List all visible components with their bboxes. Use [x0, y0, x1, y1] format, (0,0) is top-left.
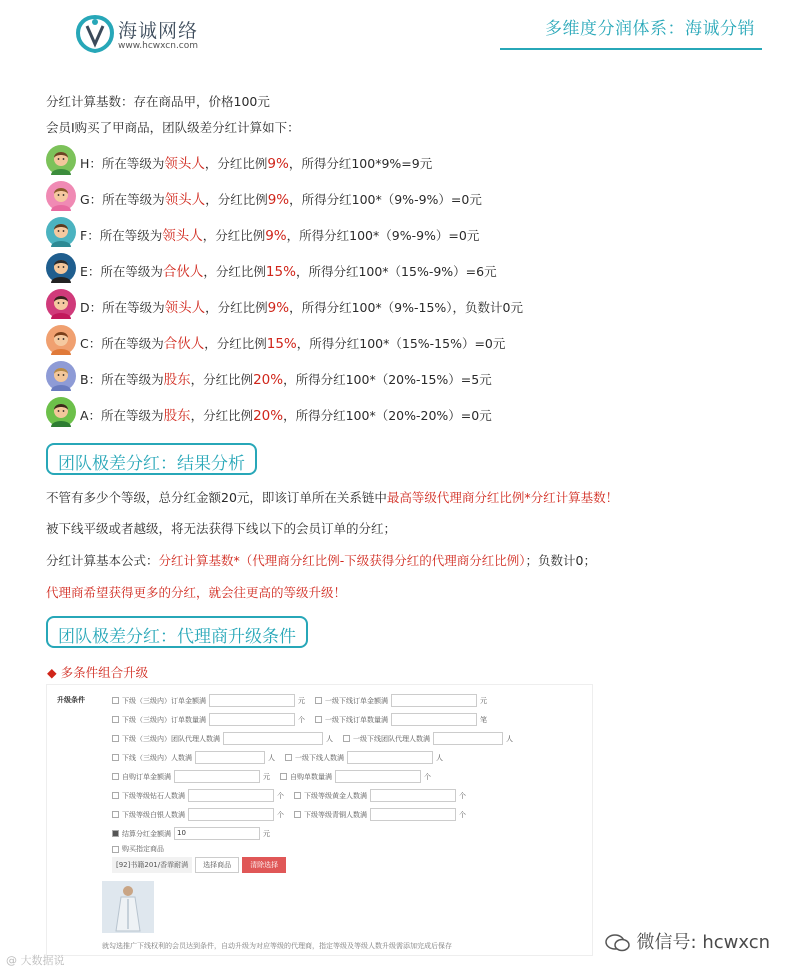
condition-b-unit: 个: [459, 810, 466, 819]
condition-a-input[interactable]: [195, 751, 265, 764]
member-avatar-icon: [46, 217, 76, 247]
upgrade-conditions-panel: [46, 684, 593, 956]
member-avatar-icon: [46, 397, 76, 427]
condition-b-label: 一级下线人数满: [295, 753, 344, 762]
member-prefix: B：所在等级为: [80, 372, 164, 387]
clear-selection-button[interactable]: 清除选择: [242, 857, 286, 873]
condition-b-unit: 元: [480, 696, 487, 705]
member-row-h: [46, 145, 746, 175]
condition-row: [112, 694, 497, 708]
page-header: [0, 0, 800, 60]
member-ratio-label: ，分红比例: [190, 372, 254, 387]
condition-b-checkbox[interactable]: [315, 716, 322, 723]
commission-checkbox[interactable]: [112, 830, 119, 837]
condition-b-checkbox[interactable]: [294, 792, 301, 799]
member-level: 股东: [163, 372, 191, 388]
member-text: [80, 224, 479, 244]
condition-b-unit: 个: [424, 772, 431, 781]
condition-a-checkbox[interactable]: [112, 811, 119, 818]
buy-product-row: [112, 844, 164, 858]
panel-title: 升级条件: [57, 696, 85, 704]
analysis-p1-highlight: 最高等级代理商分红比例*分红计算基数！: [386, 490, 619, 505]
member-ratio: 20%: [253, 408, 284, 424]
member-level: 股东: [163, 408, 191, 424]
commission-label: 结算分红金额满: [122, 829, 171, 838]
condition-row: [112, 713, 497, 727]
member-avatar-icon: [46, 325, 76, 355]
member-row-c: [46, 325, 746, 355]
buy-product-checkbox[interactable]: [112, 846, 119, 853]
condition-a-checkbox[interactable]: [112, 697, 119, 704]
member-ratio: 9%: [267, 300, 290, 316]
brand-name: 海诚网络: [118, 20, 199, 42]
condition-b-label: 下级等级青铜人数满: [304, 810, 367, 819]
member-text: [80, 260, 497, 280]
member-result: ，所得分红100*（9%-15%），负数计0元: [289, 300, 524, 315]
member-level: 领头人: [162, 228, 203, 244]
member-ratio: 9%: [267, 156, 289, 172]
member-level: 领头人: [164, 156, 205, 172]
condition-a-label: 下级（三级内）订单金额满: [122, 696, 206, 705]
condition-row: [112, 770, 441, 784]
condition-a-label: 自购订单金额满: [122, 772, 171, 781]
condition-b-unit: 笔: [480, 715, 487, 724]
condition-a-checkbox[interactable]: [112, 735, 119, 742]
member-row-f: [46, 217, 746, 247]
member-ratio-label: ，分红比例: [202, 228, 266, 243]
member-result: ，所得分红100*（15%-9%）=6元: [295, 264, 497, 279]
condition-a-input[interactable]: [223, 732, 323, 745]
condition-b-input[interactable]: [347, 751, 433, 764]
condition-b-checkbox[interactable]: [280, 773, 287, 780]
source-watermark: @ 大数据说: [6, 954, 65, 967]
condition-b-input[interactable]: [391, 694, 477, 707]
member-prefix: F：所在等级为: [80, 228, 163, 243]
condition-a-unit: 元: [263, 772, 270, 781]
condition-a-input[interactable]: [209, 694, 295, 707]
condition-b-input[interactable]: [433, 732, 503, 745]
member-avatar-icon: [46, 145, 76, 175]
selected-product-id: [92]书籍201/香霏耐满: [112, 857, 192, 873]
condition-a-input[interactable]: [174, 770, 260, 783]
condition-a-label: 下级等级白银人数满: [122, 810, 185, 819]
member-row-b: [46, 361, 746, 391]
analysis-p1-text: 不管有多少个等级，总分红金额20元，即该订单所在关系链中: [46, 490, 387, 505]
member-ratio: 20%: [253, 372, 284, 388]
member-ratio-label: ，分红比例: [190, 408, 254, 423]
member-ratio-label: ，分红比例: [205, 192, 268, 207]
member-text: [80, 368, 492, 388]
condition-a-unit: 人: [268, 753, 275, 762]
condition-a-checkbox[interactable]: [112, 754, 119, 761]
member-level: 合伙人: [162, 264, 204, 280]
condition-a-label: 下级等级钻石人数满: [122, 791, 185, 800]
member-prefix: D：所在等级为: [80, 300, 165, 315]
condition-b-label: 一级下线订单金额满: [325, 696, 388, 705]
condition-a-checkbox[interactable]: [112, 773, 119, 780]
condition-b-input[interactable]: [335, 770, 421, 783]
condition-b-checkbox[interactable]: [315, 697, 322, 704]
member-prefix: A：所在等级为: [80, 408, 164, 423]
member-level: 领头人: [164, 192, 206, 208]
condition-b-checkbox[interactable]: [285, 754, 292, 761]
condition-row: [112, 732, 523, 746]
commission-unit: 元: [263, 829, 270, 838]
member-ratio: 15%: [265, 264, 296, 280]
member-ratio: 9%: [265, 228, 287, 244]
panel-footnote: 就勾选推广下线权利的会员达到条件，自动升级为对应等级的代理商，指定等级及等级人数升级需添加完成后保存: [102, 942, 452, 950]
formula-highlight: 分红计算基数*（代理商分红比例-下级获得分红的代理商分红比例）: [158, 553, 526, 568]
commission-row: [112, 827, 280, 841]
member-prefix: C：所在等级为: [80, 336, 164, 351]
condition-b-unit: 人: [506, 734, 513, 743]
member-avatar-icon: [46, 253, 76, 283]
product-thumbnail: [102, 881, 154, 933]
wechat-icon: [605, 933, 631, 953]
section-result-analysis-title: 团队极差分红：结果分析: [46, 443, 257, 475]
condition-a-unit: 人: [326, 734, 333, 743]
member-level: 合伙人: [163, 336, 205, 352]
condition-a-label: 下级（三级内）订单数量满: [122, 715, 206, 724]
condition-a-checkbox[interactable]: [112, 792, 119, 799]
select-product-button[interactable]: 选择商品: [195, 857, 239, 873]
member-prefix: E：所在等级为: [80, 264, 163, 279]
analysis-paragraph-1: [46, 488, 618, 506]
member-text: [80, 404, 492, 424]
product-select-row: [112, 857, 286, 871]
haicheng-logo-icon: [75, 14, 115, 54]
condition-a-label: 下线（三级内）人数满: [122, 753, 192, 762]
member-result: ，所得分红100*9%=9元: [288, 156, 433, 171]
member-text: [80, 152, 432, 172]
member-row-g: [46, 181, 746, 211]
member-row-a: [46, 397, 746, 427]
member-prefix: G：所在等级为: [80, 192, 165, 207]
wechat-id: 微信号: hcwxcn: [636, 932, 770, 953]
wechat-watermark: [605, 928, 770, 954]
member-level: 领头人: [164, 300, 206, 316]
member-prefix: H：所在等级为: [80, 156, 165, 171]
condition-row: [112, 789, 476, 803]
condition-a-unit: 个: [298, 715, 305, 724]
analysis-paragraph-4: 代理商希望获得更多的分红，就会往更高的等级升级！: [46, 585, 347, 600]
condition-a-input[interactable]: [209, 713, 295, 726]
member-ratio-label: ，分红比例: [204, 156, 268, 171]
condition-b-input[interactable]: [370, 808, 456, 821]
buy-product-label: 购买指定商品: [122, 845, 164, 853]
condition-b-label: 一级下线团队代理人数满: [353, 734, 430, 743]
condition-a-unit: 元: [298, 696, 305, 705]
condition-row: [112, 751, 453, 765]
member-result: ，所得分红100*（9%-9%）=0元: [286, 228, 480, 243]
member-text: [80, 332, 505, 352]
formula-label: 分红计算基本公式：: [46, 553, 159, 568]
condition-a-input[interactable]: [188, 808, 274, 821]
member-result: ，所得分红100*（20%-20%）=0元: [283, 408, 492, 423]
condition-b-label: 一级下线订单数量满: [325, 715, 388, 724]
member-result: ，所得分红100*（9%-9%）=0元: [289, 192, 482, 207]
condition-b-unit: 个: [459, 791, 466, 800]
commission-input[interactable]: 10: [174, 827, 260, 840]
condition-b-label: 下级等级黄金人数满: [304, 791, 367, 800]
brand-url: www.hcwxcn.com: [118, 41, 199, 51]
member-row-e: [46, 253, 746, 283]
intro-line-2: 会员I购买了甲商品，团队级差分红计算如下：: [46, 120, 300, 135]
condition-b-label: 自购单数量满: [290, 772, 332, 781]
member-ratio-label: ，分红比例: [203, 264, 266, 279]
member-ratio: 9%: [267, 192, 290, 208]
member-text: [80, 296, 523, 316]
condition-b-checkbox[interactable]: [343, 735, 350, 742]
member-ratio-label: ，分红比例: [204, 336, 267, 351]
condition-a-unit: 个: [277, 810, 284, 819]
tagline-underline: [500, 48, 762, 50]
condition-a-label: 下级（三级内）团队代理人数满: [122, 734, 220, 743]
member-result: ，所得分红100*（15%-15%）=0元: [296, 336, 506, 351]
condition-a-unit: 个: [277, 791, 284, 800]
condition-a-input[interactable]: [188, 789, 274, 802]
member-text: [80, 188, 482, 208]
condition-row: [112, 808, 476, 822]
page-tagline: 多维度分润体系：海诚分销: [545, 19, 755, 39]
member-avatar-icon: [46, 181, 76, 211]
condition-b-input[interactable]: [370, 789, 456, 802]
member-ratio: 15%: [266, 336, 297, 352]
formula-suffix: ；负数计0；: [525, 553, 596, 568]
member-avatar-icon: [46, 361, 76, 391]
analysis-paragraph-3: [46, 551, 596, 569]
member-avatar-icon: [46, 289, 76, 319]
member-result: ，所得分红100*（20%-15%）=5元: [283, 372, 492, 387]
section-upgrade-conditions-title: 团队极差分红：代理商升级条件: [46, 616, 308, 648]
intro-line-1: 分红计算基数：存在商品甲，价格100元: [46, 94, 270, 109]
condition-b-checkbox[interactable]: [294, 811, 301, 818]
analysis-paragraph-2: 被下线平级或者越级，将无法获得下线以下的会员订单的分红；: [46, 521, 397, 536]
condition-b-unit: 人: [436, 753, 443, 762]
condition-b-input[interactable]: [391, 713, 477, 726]
member-ratio-label: ，分红比例: [205, 300, 268, 315]
condition-a-checkbox[interactable]: [112, 716, 119, 723]
member-row-d: [46, 289, 746, 319]
multi-condition-subheading: ◆ 多条件组合升级: [47, 665, 149, 680]
